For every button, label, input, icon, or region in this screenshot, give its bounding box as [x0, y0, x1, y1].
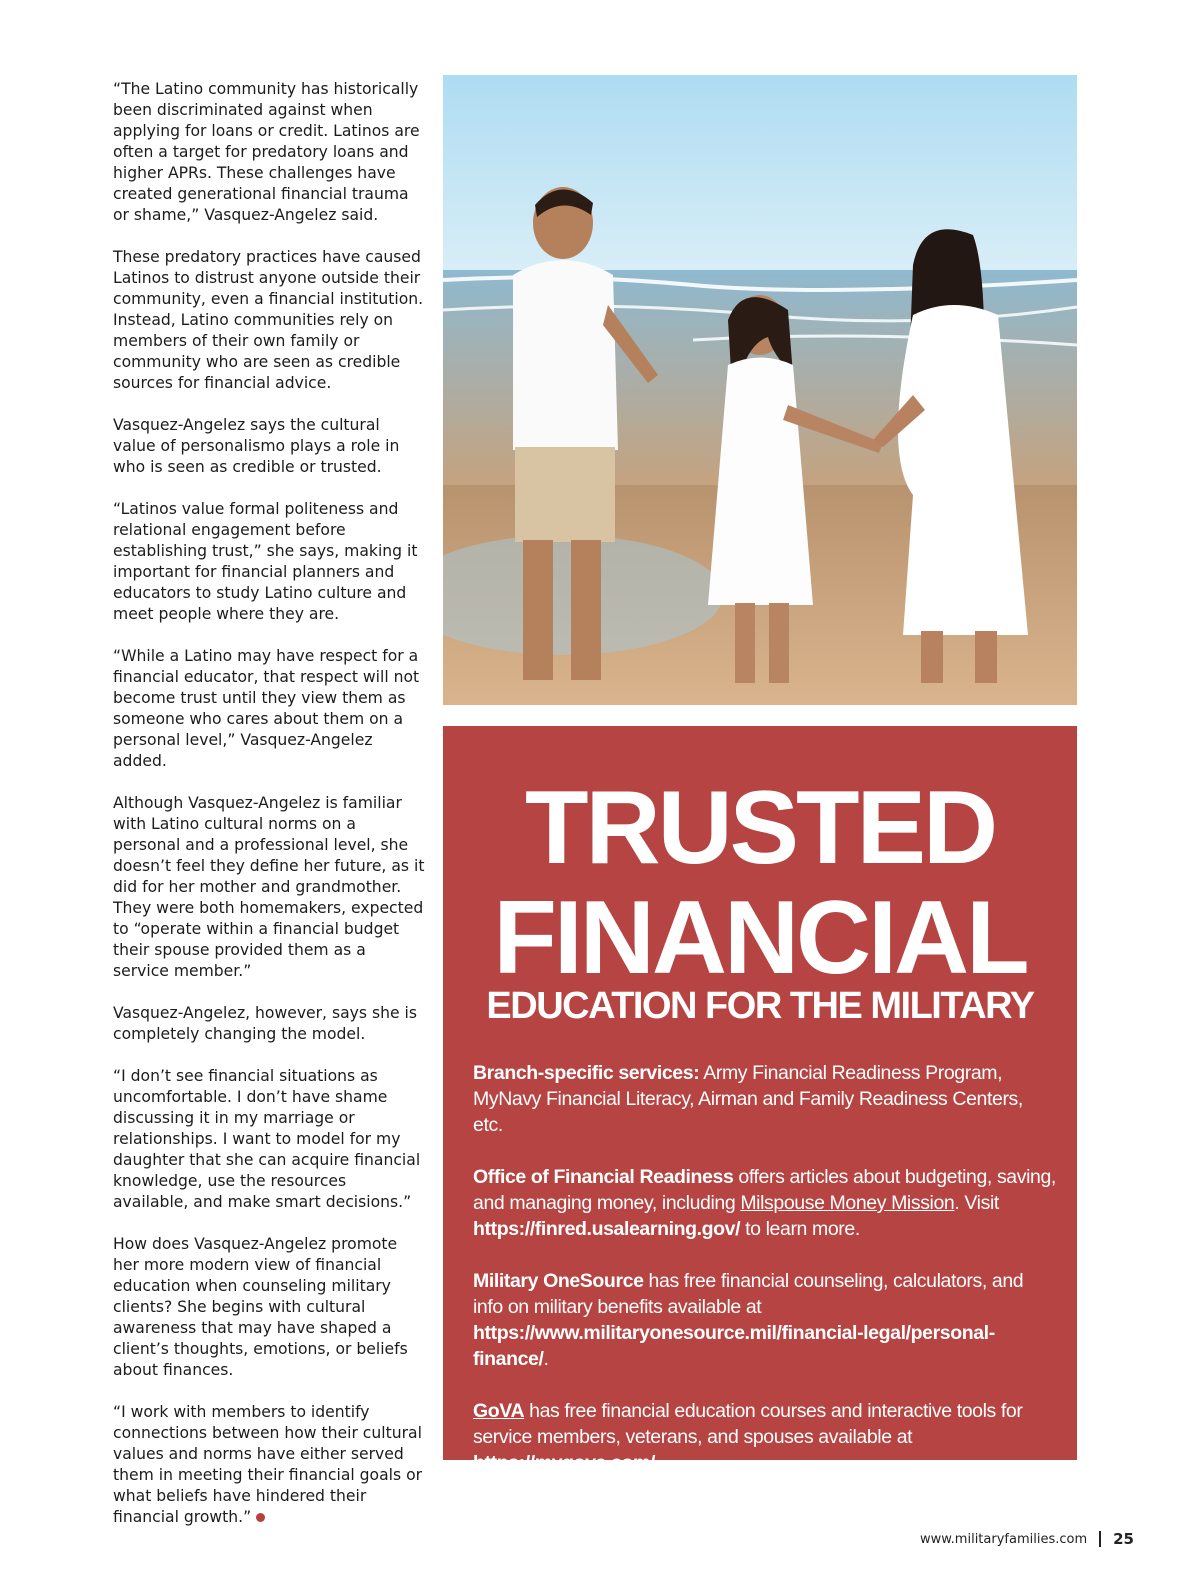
sidebar-subheadline: EDUCATION FOR THE MILITARY	[486, 985, 1034, 1027]
article-final-paragraph	[113, 1402, 425, 1528]
resource-description: offers articles about budgeting, saving, and managing money, including	[473, 1166, 1056, 1214]
resource-description: Army Financial Readiness Program, MyNavy Financial Literacy, Airman and Family Readiness Centers, etc.	[473, 1062, 1023, 1136]
resource-description: .	[543, 1348, 549, 1370]
article-paragraph: Vasquez-Angelez, however, says she is completely changing the model.	[113, 1004, 417, 1043]
page-number: 25	[1113, 1530, 1134, 1548]
resource-item-onesource	[473, 1268, 1057, 1372]
article-paragraph: These predatory practices have caused Latinos to distrust anyone outside their community, even a financial institution. Instead, Latino communities rely on members of their own family or community who are seen as credible sources for financial advice.	[113, 248, 424, 392]
footer-divider	[1099, 1531, 1101, 1547]
sidebar-headline-financial: FINANCIAL	[493, 880, 1027, 996]
resources-sidebar	[443, 726, 1077, 1474]
resource-item-branch	[473, 1060, 1057, 1138]
sidebar-headline-trusted: TRUSTED	[524, 770, 996, 886]
article-paragraph: “The Latino community has historically been discriminated against when applying for loans or credit. Latinos are often a target for predatory loans and higher APRs. These challenges have created generational financial trauma or shame,” Vasquez-Angelez said.	[113, 80, 420, 224]
resource-description: has free financial education courses and interactive tools for service members, veterans, and spouses available at	[473, 1400, 1023, 1448]
family-beach-photo	[443, 75, 1077, 705]
resource-item-finred	[473, 1164, 1057, 1242]
article-paragraph-text: “I work with members to identify connections between how their cultural values and norms have either served them in meeting their financial goals or what beliefs have hindered their financial growth.”	[113, 1403, 423, 1526]
resource-description: .	[655, 1452, 661, 1474]
resource-title: Military OneSource	[473, 1270, 644, 1292]
milspouse-money-mission-link[interactable]: Milspouse Money Mission	[740, 1192, 955, 1214]
resource-description: to learn more.	[740, 1218, 860, 1240]
resource-description: has free financial counseling, calculators, and info on military benefits available at	[473, 1270, 1024, 1318]
gova-link[interactable]: GoVA	[473, 1400, 525, 1422]
end-mark-dot	[256, 1513, 265, 1522]
gova-url-link[interactable]: https://mygova.com/	[473, 1452, 656, 1474]
resource-list	[473, 1060, 1057, 1502]
footer-website[interactable]: www.militaryfamilies.com	[919, 1531, 1088, 1547]
page-footer	[920, 1530, 1134, 1548]
onesource-url-link[interactable]: https://www.militaryonesource.mil/financial-legal/personal-finance/	[473, 1322, 995, 1370]
article-column	[113, 79, 425, 1549]
article-paragraph: “I don’t see financial situations as uncomfortable. I don’t have shame discussing it in my marriage or relationships. I want to model for my daughter that she can acquire financial knowledge, use the resources available, and make smart decisions.”	[113, 1067, 421, 1211]
article-paragraph: “Latinos value formal politeness and relational engagement before establishing trust,” she says, making it important for financial planners and educators to study Latino culture and meet people where they are.	[113, 500, 418, 623]
article-paragraph: How does Vasquez-Angelez promote her more modern view of financial education when counseling military clients? She begins with cultural awareness that may have shaped a client’s thoughts, emotions, or beliefs about finances.	[113, 1235, 408, 1379]
article-paragraph: Although Vasquez-Angelez is familiar with Latino cultural norms on a personal and a professional level, she doesn’t feel they define her future, as it did for her mother and grandmother. They were both homemakers, expected to “operate within a financial budget their spouse provided them as a service member.”	[113, 794, 425, 980]
resource-title: Office of Financial Readiness	[473, 1166, 734, 1188]
resource-item-gova	[473, 1398, 1057, 1476]
beach-illustration	[443, 75, 1077, 705]
resource-title: Branch-specific services:	[473, 1062, 700, 1084]
finred-url-link[interactable]: https://finred.usalearning.gov/	[473, 1218, 741, 1240]
resource-description: . Visit	[954, 1192, 999, 1214]
article-paragraph: “While a Latino may have respect for a financial educator, that respect will not become trust until they view them as someone who cares about them on a personal level,” Vasquez-Angelez added.	[113, 647, 420, 770]
article-paragraph: Vasquez-Angelez says the cultural value of personalismo plays a role in who is seen as credible or trusted.	[113, 416, 400, 476]
